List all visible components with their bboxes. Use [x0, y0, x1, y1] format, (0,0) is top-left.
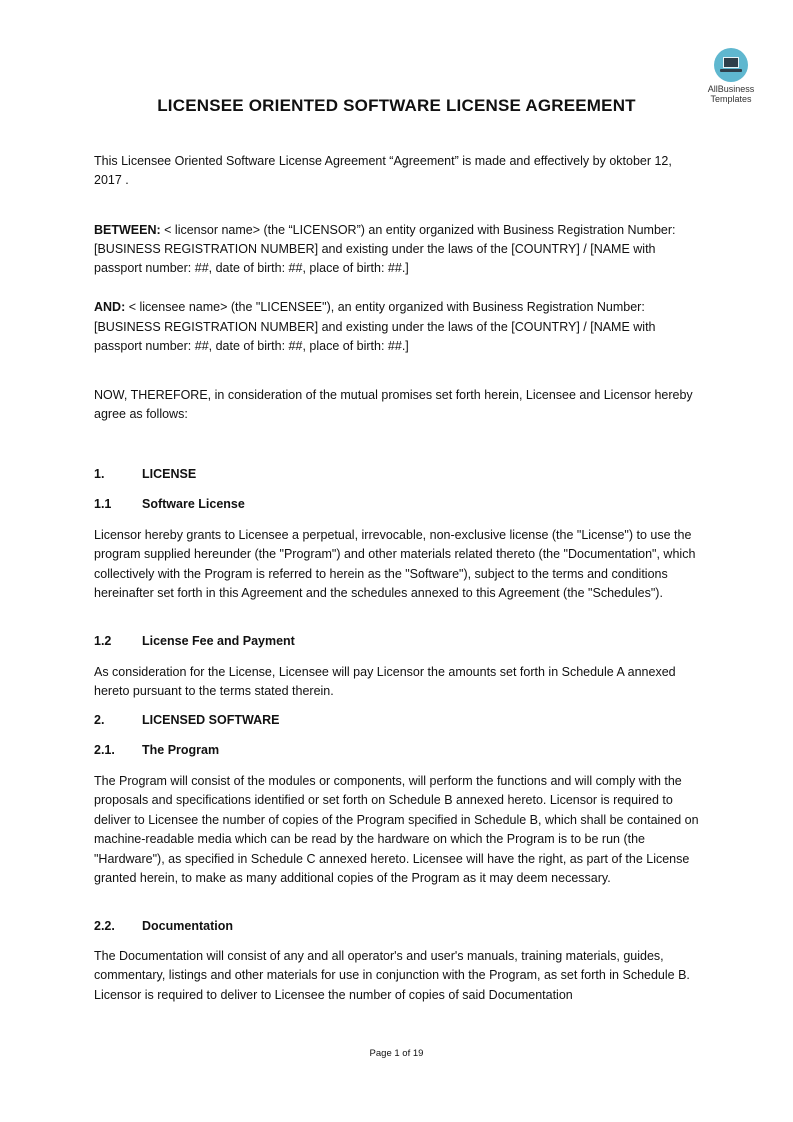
section-1-heading [94, 465, 196, 484]
section-2-2-paragraph: The Documentation will consist of any and all operator's and user's manuals, training materials, guides, commentary, listings and other materials for use in conjunction with the Program, as set forth in Schedule B. Licensor is required to deliver to Licensee the number of copies of said Documentation [94, 949, 690, 1002]
section-2-1-heading [94, 741, 219, 760]
section-title: LICENSE [142, 467, 197, 481]
section-number: 2.1. [94, 743, 115, 757]
section-1-2-paragraph: As consideration for the License, Licensee will pay Licensor the amounts set forth in Schedule A annexed hereto pursuant to the terms stated therein. [94, 665, 676, 699]
and-paragraph [94, 298, 700, 357]
section-1-1-paragraph: Licensor hereby grants to Licensee a perpetual, irrevocable, non-exclusive license (the "License") to use the program supplied hereunder (the "Program") and other materials related thereto (the "Documentation", which collectively with the Program is referred to herein as the "Software"), subject to the terms and conditions hereinafter set forth in this Agreement and the schedules annexed to this Agreement (the "Schedules"). [94, 528, 696, 601]
between-text: < licensor name> (the “LICENSOR”) an entity organized with Business Registration Number: [BUSINESS REGISTRATION NUMBER] and existing under the laws of the [COUNTRY] / [NAME with passport number: ##, date of birth: ##, place of birth: ##.] [94, 223, 676, 275]
section-title: The Program [142, 743, 220, 757]
section-number: 1.2 [94, 634, 112, 648]
page-number: Page 1 of 19 [369, 1048, 424, 1059]
document-title: LICENSEE ORIENTED SOFTWARE LICENSE AGREEMENT [157, 96, 636, 115]
and-label: AND: [94, 300, 126, 314]
laptop-icon [714, 48, 748, 82]
section-number: 2.2. [94, 919, 115, 933]
section-2-heading [94, 711, 280, 730]
therefore-paragraph: NOW, THEREFORE, in consideration of the mutual promises set forth herein, Licensee and Licensor hereby agree as follows: [94, 388, 693, 422]
section-title: LICENSED SOFTWARE [142, 713, 280, 727]
section-title: Software License [142, 497, 245, 511]
between-paragraph [94, 221, 700, 278]
between-label: BETWEEN: [94, 223, 161, 237]
section-title: License Fee and Payment [142, 634, 295, 648]
section-1-1-heading [94, 495, 245, 514]
section-2-2-heading [94, 917, 233, 936]
intro-paragraph: This Licensee Oriented Software License Agreement “Agreement” is made and effectively by oktober 12, 2017 . [94, 154, 672, 188]
section-number: 1.1 [94, 497, 112, 511]
section-1-2-heading [94, 632, 295, 651]
section-2-1-paragraph: The Program will consist of the modules or components, will perform the functions and will comply with the proposals and specifications identified or set forth on Schedule B annexed hereto. Licensor is required to deliver to Licensee the number of copies of the Program specified in Schedule B, which shall be contained on machine-readable media which can be read by the hardware on which the Program is to be run (the "Hardware"), as specified in Schedule C annexed hereto. Licensee will have the right, as part of the License granted herein, to make as many additional copies of the Program as it may deem necessary. [94, 774, 699, 886]
and-text: < licensee name> (the "LICENSEE"), an entity organized with Business Registration Number: [BUSINESS REGISTRATION NUMBER] and existing under the laws of the [COUNTRY] / [NAME with passport number: ##, date of birth: ##, place of birth: ##.] [94, 300, 656, 353]
section-title: Documentation [142, 919, 233, 933]
section-number: 2. [94, 713, 105, 727]
section-number: 1. [94, 467, 105, 481]
logo-text: AllBusiness Templates [707, 84, 755, 104]
